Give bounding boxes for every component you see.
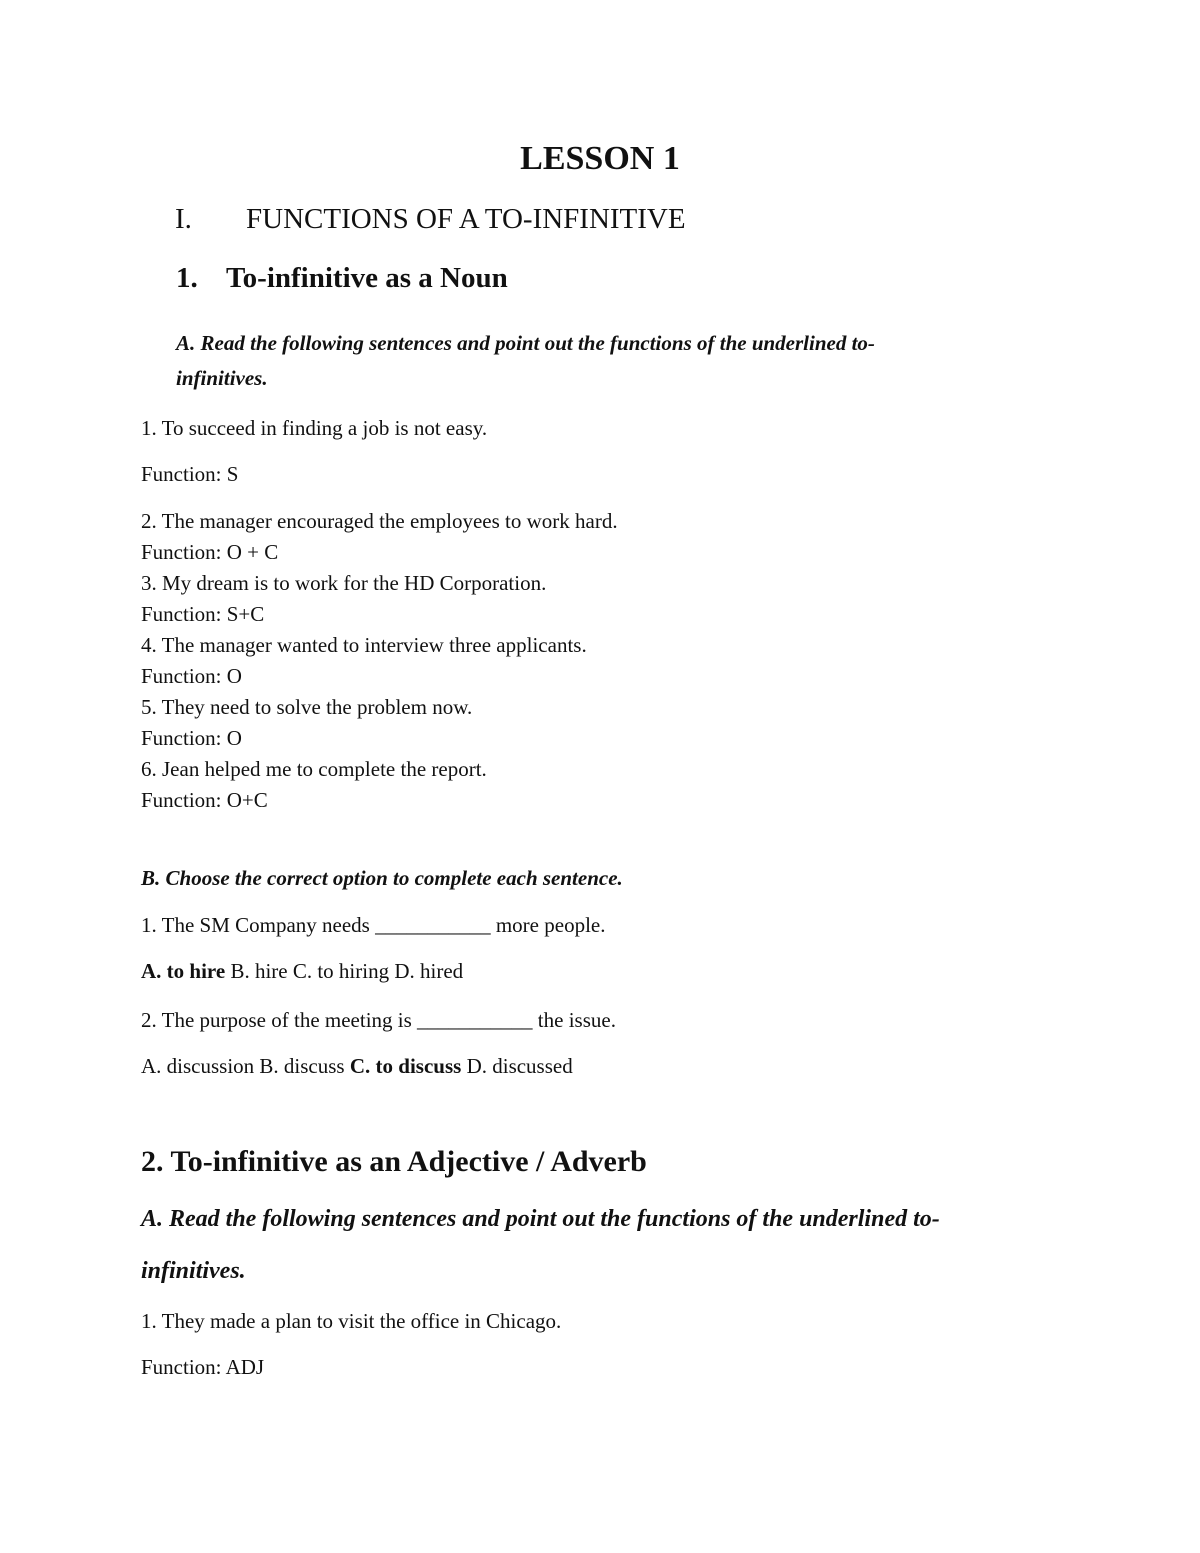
- exA-sentence-2: 2. The manager encouraged the employees to work hard.: [141, 509, 618, 533]
- exB-question-2: 2. The purpose of the meeting is ___________ the issue.: [141, 1008, 616, 1032]
- exB-options-1-rest: B. hire C. to hiring D. hired: [225, 959, 464, 983]
- exA-sentence-1: 1. To succeed in finding a job is not easy.: [141, 416, 488, 440]
- part2-exA-instruction-cont: infinitives.: [141, 1258, 246, 1284]
- part2-function-1: Function: ADJ: [141, 1355, 265, 1379]
- exB-options-2: [141, 1054, 573, 1079]
- exB-answer-2: C. to discuss: [349, 1054, 462, 1078]
- exA-function-2: Function: O + C: [141, 540, 279, 564]
- lesson-title: LESSON 1: [520, 140, 680, 177]
- exA-function-4: Function: O: [141, 664, 242, 688]
- part2-heading: 2. To-infinitive as an Adjective / Adverb: [141, 1145, 647, 1178]
- part1-heading: To-infinitive as a Noun: [226, 262, 508, 294]
- exA-sentence-3: 3. My dream is to work for the HD Corporation.: [141, 571, 547, 595]
- exB-question-1: 1. The SM Company needs ___________ more people.: [141, 913, 606, 937]
- part1-number: 1.: [176, 262, 198, 294]
- exB-options-2-before: A. discussion B. discuss: [141, 1054, 350, 1078]
- exA-function-5: Function: O: [141, 726, 242, 750]
- part1-exA-instruction-cont: infinitives.: [176, 366, 268, 390]
- part1-exA-instruction: A. Read the following sentences and point out the functions of the underlined to-: [176, 331, 875, 355]
- exB-answer-1: A. to hire: [141, 959, 226, 983]
- exA-sentence-4: 4. The manager wanted to interview three applicants.: [141, 633, 587, 657]
- exA-function-1: Function: S: [141, 462, 239, 486]
- exA-sentence-5: 5. They need to solve the problem now.: [141, 695, 473, 719]
- exB-options-2-after: D. discussed: [461, 1054, 573, 1078]
- part2-sentence-1: 1. They made a plan to visit the office in Chicago.: [141, 1309, 562, 1333]
- exA-function-6: Function: O+C: [141, 788, 268, 812]
- part2-exA-instruction: A. Read the following sentences and point out the functions of the underlined to-: [141, 1206, 940, 1232]
- section-numeral: I.: [175, 203, 192, 235]
- exB-options-1: [141, 959, 463, 984]
- part1-exB-instruction: B. Choose the correct option to complete each sentence.: [141, 866, 623, 890]
- section-heading: FUNCTIONS OF A TO-INFINITIVE: [246, 203, 686, 235]
- exA-function-3: Function: S+C: [141, 602, 265, 626]
- exA-sentence-6: 6. Jean helped me to complete the report.: [141, 757, 487, 781]
